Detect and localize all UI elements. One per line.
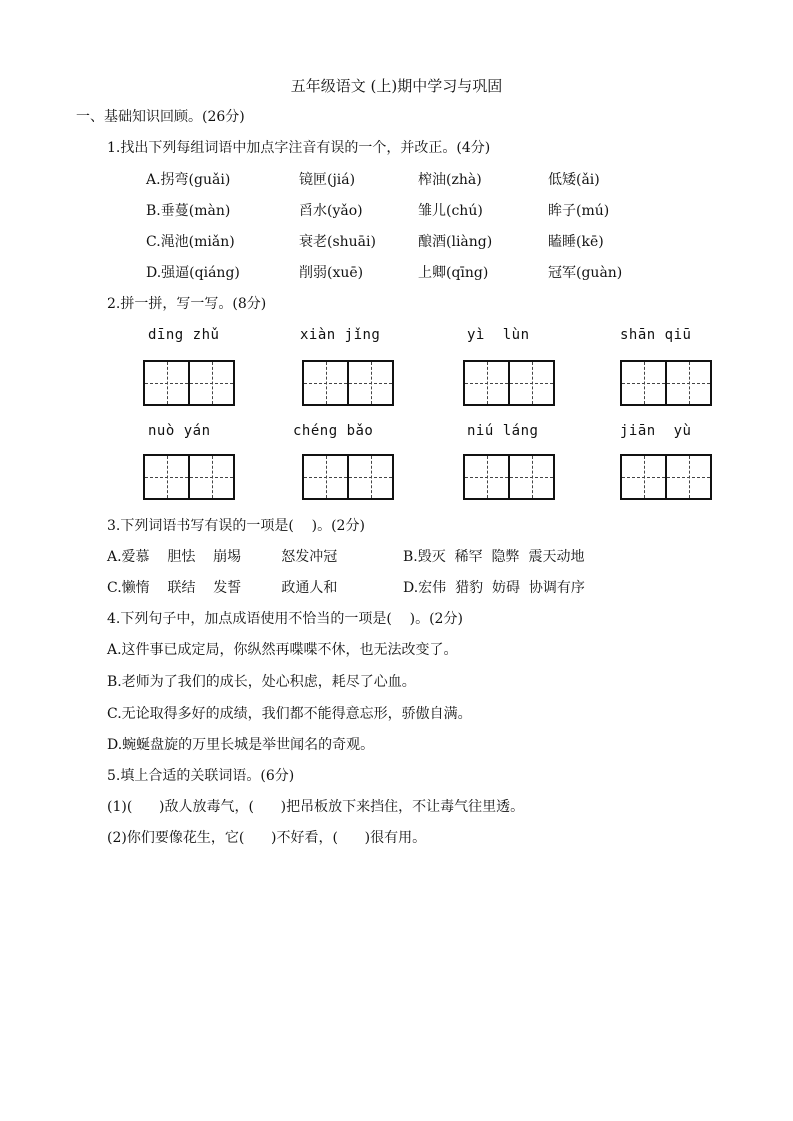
q4-prompt: 4.下列句子中，加点成语使用不恰当的一项是( )。(2分): [107, 611, 463, 627]
writing-grid-8[interactable]: [620, 454, 712, 500]
q1-d-4: 冠军(guàn): [548, 265, 623, 281]
pinyin-2: xiàn jǐng: [300, 327, 381, 343]
q1-c-3: 酿酒(liàng): [418, 234, 493, 250]
q4-option-b: B.老师为了我们的成长，处心积虑，耗尽了心血。: [107, 674, 416, 690]
pinyin-7: niú láng: [467, 423, 539, 439]
q3-option-a: A.爱慕 胆怯 崩埸 怒发冲冠: [107, 549, 338, 565]
writing-grid-1[interactable]: [143, 360, 235, 406]
q1-prompt: 1.找出下列每组词语中加点字注音有误的一个，并改正。(4分): [107, 140, 491, 156]
q4-option-c: C.无论取得多好的成绩，我们都不能得意忘形，骄傲自满。: [107, 706, 472, 722]
q1-c-4: 瞌睡(kē): [548, 234, 604, 250]
q1-a-1: A.拐弯(guǎi): [146, 172, 231, 188]
q1-b-1: B.垂蔓(màn): [146, 203, 231, 219]
writing-grid-7[interactable]: [463, 454, 555, 500]
q1-c-1: C.渑池(miǎn): [146, 234, 235, 250]
writing-grid-2[interactable]: [302, 360, 394, 406]
q1-a-2: 镜匣(jiá): [299, 172, 356, 188]
writing-grid-4[interactable]: [620, 360, 712, 406]
pinyin-4: shān qiū: [620, 327, 692, 343]
writing-grid-6[interactable]: [302, 454, 394, 500]
page-title: 五年级语文 (上)期中学习与巩固: [290, 77, 503, 95]
q1-d-1: D.强逼(qiáng): [146, 265, 240, 281]
pinyin-1: dīng zhǔ: [148, 327, 220, 343]
q1-c-2: 衰老(shuāi): [299, 234, 376, 250]
pinyin-6: chéng bǎo: [293, 423, 374, 439]
q1-b-4: 眸子(mú): [548, 203, 610, 219]
pinyin-3: yì lùn: [467, 327, 530, 343]
pinyin-5: nuò yán: [148, 423, 211, 439]
q2-prompt: 2.拼一拼，写一写。(8分): [107, 296, 267, 312]
q3-option-b: B.毁灭 稀罕 隐弊 震天动地: [403, 549, 585, 565]
q3-option-c: C.懒惰 联结 发誓 政通人和: [107, 580, 338, 596]
q1-b-3: 雏儿(chú): [418, 203, 483, 219]
writing-grid-5[interactable]: [143, 454, 235, 500]
q1-a-3: 榨油(zhà): [418, 172, 482, 188]
q4-option-d: D.蜿蜒盘旋的万里长城是举世闻名的奇观。: [107, 737, 375, 753]
pinyin-8: jiān yù: [620, 423, 692, 439]
q1-d-3: 上卿(qīng): [418, 265, 489, 281]
q3-prompt: 3.下列词语书写有误的一项是( )。(2分): [107, 518, 365, 534]
q5-sentence-1: (1)( )敌人放毒气，( )把吊板放下来挡住，不让毒气往里透。: [107, 799, 525, 815]
q5-sentence-2: (2)你们要像花生，它( )不好看，( )很有用。: [107, 830, 427, 846]
q1-d-2: 削弱(xuē): [299, 265, 364, 281]
q1-b-2: 舀水(yǎo): [299, 203, 363, 219]
q5-prompt: 5.填上合适的关联词语。(6分): [107, 768, 295, 784]
writing-grid-3[interactable]: [463, 360, 555, 406]
q3-option-d: D.宏伟 猎豹 妨碍 协调有序: [403, 580, 585, 596]
q1-a-4: 低矮(ǎi): [548, 172, 600, 188]
section-heading: 一、基础知识回顾。(26分): [76, 109, 245, 125]
q4-option-a: A.这件事已成定局，你纵然再喋喋不休，也无法改变了。: [107, 642, 458, 658]
